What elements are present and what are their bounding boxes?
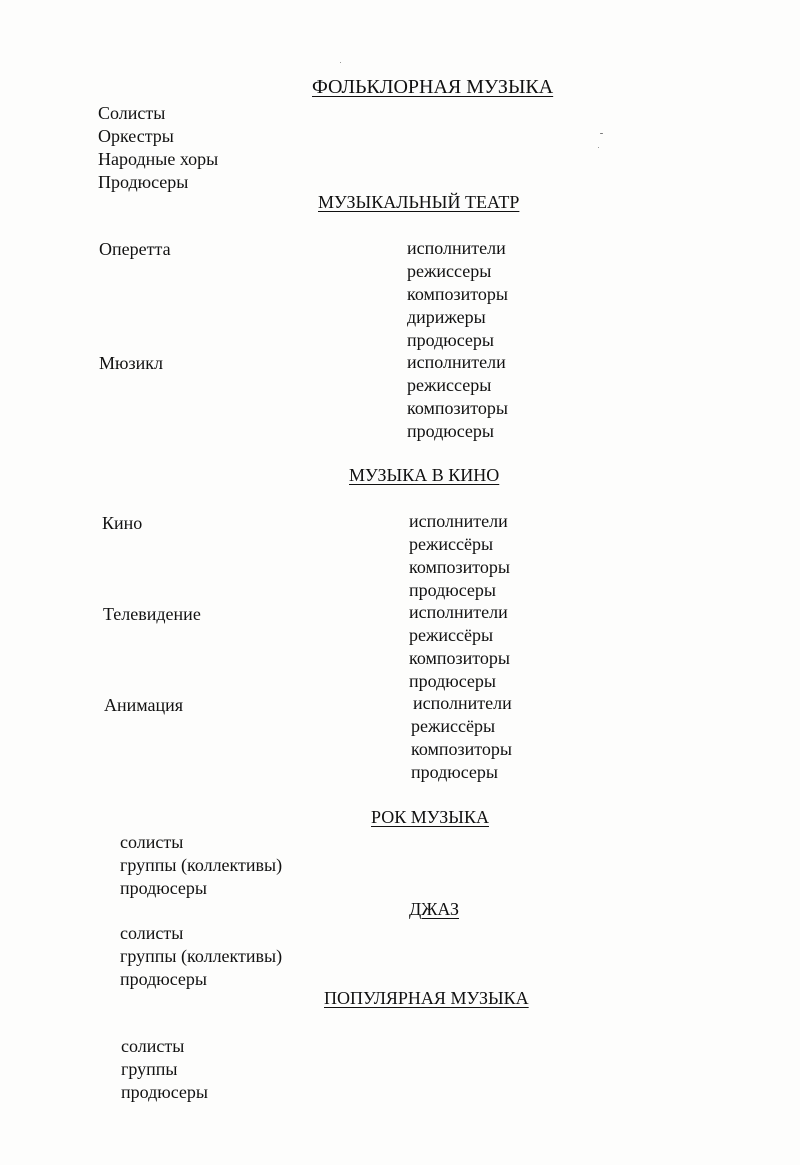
musical-role: исполнители <box>407 352 506 372</box>
folk-item-orchestras: Оркестры <box>98 126 174 146</box>
scan-speck <box>598 147 599 148</box>
film-role: исполнители <box>409 511 508 531</box>
folk-item-soloists: Солисты <box>98 103 166 123</box>
television-role: режиссёры <box>409 625 494 645</box>
television-role: композиторы <box>409 648 510 668</box>
operetta-role: исполнители <box>407 238 506 258</box>
theatre-label-operetta: Оперетта <box>99 239 171 259</box>
jazz-item: солисты <box>120 923 184 943</box>
cinema-label-film: Кино <box>102 513 143 533</box>
heading-musical-theatre: МУЗЫКАЛЬНЫЙ ТЕАТР <box>318 192 520 212</box>
animation-role: композиторы <box>411 739 512 759</box>
animation-role: исполнители <box>413 693 512 713</box>
scan-speck <box>600 133 603 134</box>
pop-item: группы <box>121 1059 178 1079</box>
theatre-label-musical: Мюзикл <box>99 353 163 373</box>
cinema-label-television: Телевидение <box>103 604 201 624</box>
heading-rock-music: РОК МУЗЫКА <box>371 807 489 827</box>
heading-music-in-cinema: МУЗЫКА В КИНО <box>349 465 500 485</box>
heading-popular-music: ПОПУЛЯРНАЯ МУЗЫКА <box>324 988 529 1008</box>
operetta-role: дирижеры <box>407 307 486 327</box>
pop-item: солисты <box>121 1036 185 1056</box>
pop-item: продюсеры <box>121 1082 209 1102</box>
musical-role: композиторы <box>407 398 508 418</box>
animation-role: продюсеры <box>411 762 499 782</box>
film-role: режиссёры <box>409 534 494 554</box>
folk-item-choirs: Народные хоры <box>98 149 219 169</box>
operetta-role: композиторы <box>407 284 508 304</box>
jazz-item: группы (коллективы) <box>120 946 283 966</box>
folk-item-producers: Продюсеры <box>98 172 189 192</box>
operetta-role: продюсеры <box>407 330 495 350</box>
television-role: исполнители <box>409 602 508 622</box>
television-role: продюсеры <box>409 671 497 691</box>
animation-role: режиссёры <box>411 716 496 736</box>
rock-item: группы (коллективы) <box>120 855 283 875</box>
film-role: композиторы <box>409 557 510 577</box>
cinema-label-animation: Анимация <box>104 695 184 715</box>
film-role: продюсеры <box>409 580 497 600</box>
scan-speck <box>340 62 341 63</box>
heading-jazz: ДЖАЗ <box>409 899 459 919</box>
rock-item: продюсеры <box>120 878 208 898</box>
musical-role: режиссеры <box>407 375 492 395</box>
musical-role: продюсеры <box>407 421 495 441</box>
heading-folk-music: ФОЛЬКЛОРНАЯ МУЗЫКА <box>312 76 554 98</box>
operetta-role: режиссеры <box>407 261 492 281</box>
rock-item: солисты <box>120 832 184 852</box>
jazz-item: продюсеры <box>120 969 208 989</box>
